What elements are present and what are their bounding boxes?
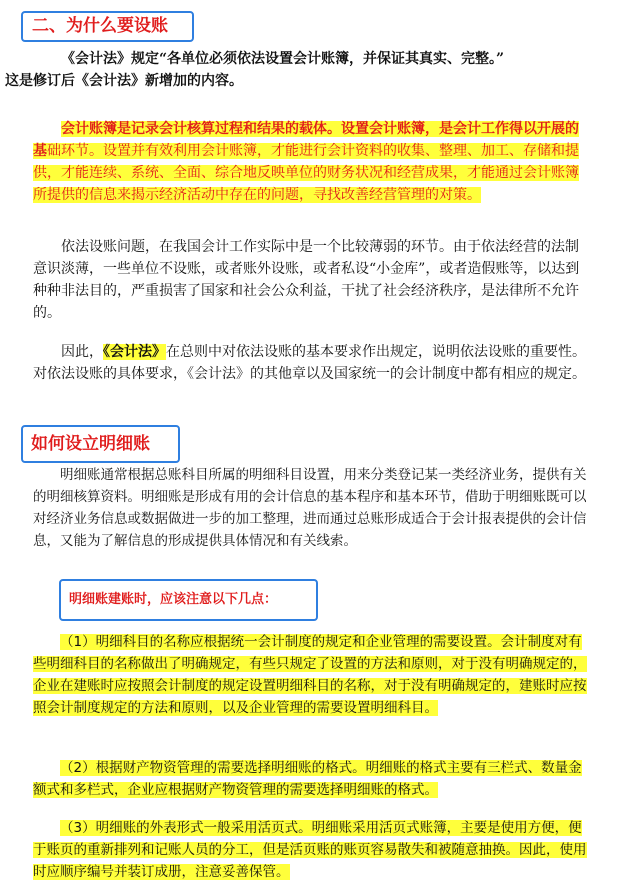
paragraph-accounting-law-rule: 《会计法》规定“各单位必须依法设置会计账簿，并保证其真实、完整。” 这是修订后《会计法》新增加的内容。: [5, 51, 505, 89]
list-item-note-2: （2）根据财产物资管理的需要选择明细账的格式。明细账的格式主要有三栏式、数量金额式和多栏式，企业应根据财产物资管理的需要选择明细账的格式。: [33, 760, 582, 798]
paragraph-account-book-carrier: 会计账簿是记录会计核算过程和结果的载体。设置会计账簿，是会计工作得以开展的基础环节。设置并有效利用会计账簿，才能进行会计资料的收集、整理、加工、存储和提供，才能连续、系统、全面、综合地反映单位的财务状况和经营成果，才能通过会计账簿所提供的信息来揭示经济活动中存在的问题，寻找改善经营管理的对策。: [33, 121, 579, 203]
list-item-note-3: （3）明细账的外表形式一般采用活页式。明细账采用活页式账簿，主要是使用方便，便于账页的重新排列和记账人员的分工，但是活页账的账页容易散失和被随意抽换。因此，使用时应顺序编号并装订成册，注意妥善保管。: [33, 820, 587, 880]
paragraph-lawful-bookkeeping-issue: 依法设账问题，在我国会计工作实际中是一个比较薄弱的环节。由于依法经营的法制意识淡薄，一些单位不设账，或者账外设账，或者私设“小金库”，或者造假账等，以达到种种非法目的，严重损害了国家和社会公众利益，干扰了社会经济秩序，是法律所不允许的。: [33, 239, 580, 321]
callout-heading-notes: 明细账建账时，应该注意以下几点：: [59, 579, 318, 621]
paragraph-general-provisions: 因此，《会计法》在总则中对依法设账的基本要求作出规定，说明依法设账的重要性。对依法设账的具体要求，《会计法》的其他章以及国家统一的会计制度中都有相应的规定。: [33, 344, 586, 382]
list-item-note-1: （1）明细科目的名称应根据统一会计制度的规定和企业管理的需要设置。会计制度对有些明细科目的名称做出了明确规定，有些只规定了设置的方法和原则，对于没有明确规定的，企业在建账时应按照会计制度的规定设置明细科目的名称，对于没有明确规定的，建账时应按照会计制度规定的方法和原则，以及企业管理的需要设置明细科目。: [33, 634, 587, 716]
section-heading-how-to-set-subsidiary-ledger: 如何设立明细账: [21, 425, 180, 463]
paragraph-subsidiary-ledger-definition: 明细账通常根据总账科目所属的明细科目设置，用来分类登记某一类经济业务，提供有关的明细核算资料。明细账是形成有用的会计信息的基本程序和基本环节，借助于明细账既可以对经济业务信息或数据做进一步的加工整理，进而通过总账形成适合于会计报表提供的会计信息，又能为了解信息的形成提供具体情况和有关线索。: [33, 467, 587, 549]
section-heading-why-set-accounts: 二、为什么要设账: [21, 11, 194, 42]
